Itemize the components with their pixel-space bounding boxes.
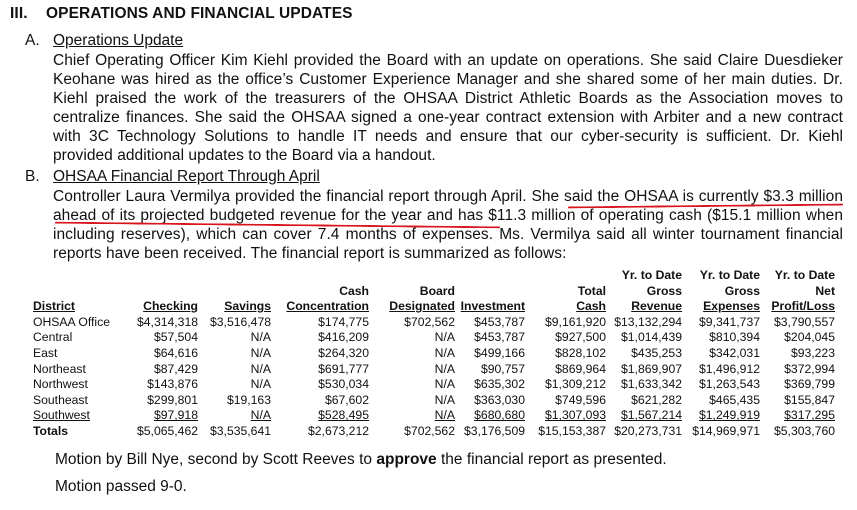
cell-savings: N/A <box>250 330 271 345</box>
motion-before: Motion by Bill Nye, second by Scott Reeves to <box>55 451 377 468</box>
cell-profit: $3,790,557 <box>774 314 835 329</box>
cell-cash: $67,602 <box>324 392 369 407</box>
cell-board: N/A <box>434 330 455 345</box>
cell-district: Southeast <box>33 392 88 407</box>
ops-body: Chief Operating Officer Kim Kiehl provided the Board with an update on operations. She said Claire Duesdieker Keohane was hired as the office’s Customer Experience Manager and she shared some of her main duties. Dr. Kiehl praised the work of the treasurers of the OHSAA District Athletic Boards as the Association moves to centralize finances. She said the OHSAA signed a one-year contract extension with Arbiter and a new contract with 3C Technology Solutions to handle IT needs and ensure that our cyber-security is sufficient. Dr. Kiehl provided additional updates to the Board via a handout. <box>53 52 843 164</box>
header-expenses-1: Yr. to Date <box>699 268 760 282</box>
cell-cash: $174,775 <box>318 314 369 329</box>
table-row <box>33 330 835 346</box>
totals-cash: $2,673,212 <box>308 423 369 438</box>
header-total-bottom: Cash <box>576 299 606 314</box>
cell-total: $1,307,093 <box>545 408 606 423</box>
cell-total: $828,102 <box>555 345 606 360</box>
totals-revenue: $20,273,731 <box>614 423 682 438</box>
cell-board: $702,562 <box>404 314 455 329</box>
cell-expenses: $1,263,543 <box>699 377 760 392</box>
cell-investment: $90,757 <box>480 361 525 376</box>
motion-result: Motion passed 9-0. <box>55 478 187 495</box>
cell-checking: $97,918 <box>153 408 198 423</box>
cell-expenses: $9,341,737 <box>699 314 760 329</box>
header-checking: Checking <box>143 299 198 314</box>
cell-district: OHSAA Office <box>33 314 110 329</box>
totals-row <box>33 424 835 440</box>
cell-checking: $4,314,318 <box>137 314 198 329</box>
cell-district: Central <box>33 330 73 345</box>
header-cash-top: Cash <box>339 283 369 298</box>
cell-board: N/A <box>434 377 455 392</box>
totals-profit: $5,303,760 <box>774 423 835 438</box>
cell-expenses: $1,496,912 <box>699 361 760 376</box>
totals-total: $15,153,387 <box>538 423 606 438</box>
cell-investment: $453,787 <box>474 330 525 345</box>
cell-total: $869,964 <box>555 361 606 376</box>
totals-label: Totals <box>33 423 68 438</box>
cell-revenue: $1,869,907 <box>621 361 682 376</box>
cell-profit: $155,847 <box>784 392 835 407</box>
cell-profit: $93,223 <box>790 345 835 360</box>
cell-savings: $19,163 <box>226 392 271 407</box>
header-profit-3: Profit/Loss <box>771 299 835 314</box>
cell-checking: $57,504 <box>153 330 198 345</box>
header-expenses-3: Expenses <box>703 299 760 314</box>
header-total-top: Total <box>577 283 606 298</box>
cell-cash: $416,209 <box>318 330 369 345</box>
cell-savings: $3,516,478 <box>210 314 271 329</box>
section-heading <box>10 5 353 23</box>
cell-savings: N/A <box>250 361 271 376</box>
cell-revenue: $435,253 <box>631 345 682 360</box>
header-savings: Savings <box>224 299 271 314</box>
totals-expenses: $14,969,971 <box>692 423 760 438</box>
cell-checking: $299,801 <box>147 392 198 407</box>
table-row <box>33 362 835 378</box>
header-board-top: Board <box>419 283 455 298</box>
cell-investment: $453,787 <box>474 314 525 329</box>
cell-total: $749,596 <box>555 392 606 407</box>
cell-expenses: $342,031 <box>709 345 760 360</box>
cell-investment: $680,680 <box>474 408 525 423</box>
cell-total: $927,500 <box>555 330 606 345</box>
section-title: OPERATIONS AND FINANCIAL UPDATES <box>46 5 353 22</box>
motion-text <box>55 451 667 469</box>
fin-heading <box>25 168 320 186</box>
cell-expenses: $465,435 <box>709 392 760 407</box>
ops-heading <box>25 32 183 50</box>
financial-table <box>33 268 835 440</box>
cell-expenses: $810,394 <box>709 330 760 345</box>
cell-profit: $317,295 <box>784 408 835 423</box>
header-profit-2: Net <box>815 283 835 298</box>
header-revenue-2: Gross <box>646 283 682 298</box>
cell-revenue: $621,282 <box>631 392 682 407</box>
header-profit-1: Yr. to Date <box>774 268 835 282</box>
table-row <box>33 393 835 409</box>
cell-cash: $528,495 <box>318 408 369 423</box>
header-board-bottom: Designated <box>389 299 455 314</box>
cell-investment: $363,030 <box>474 392 525 407</box>
cell-savings: N/A <box>250 377 271 392</box>
cell-checking: $87,429 <box>153 361 198 376</box>
fin-title: OHSAA Financial Report Through April <box>53 168 320 185</box>
cell-profit: $369,799 <box>784 377 835 392</box>
cell-cash: $264,320 <box>318 345 369 360</box>
header-row-3 <box>33 299 835 315</box>
totals-board: $702,562 <box>404 423 455 438</box>
header-row-1 <box>33 268 835 284</box>
header-investment: Investment <box>460 299 525 314</box>
ops-letter: A. <box>25 32 40 49</box>
cell-investment: $635,302 <box>474 377 525 392</box>
cell-board: N/A <box>434 408 455 423</box>
motion-bold: approve <box>376 451 437 468</box>
table-row <box>33 346 835 362</box>
motion-after: the financial report as presented. <box>436 451 667 468</box>
fin-letter: B. <box>25 168 40 185</box>
cell-board: N/A <box>434 361 455 376</box>
header-cash-bottom: Concentration <box>286 299 369 314</box>
table-row <box>33 408 835 424</box>
totals-investment: $3,176,509 <box>464 423 525 438</box>
table-row <box>33 315 835 331</box>
header-revenue-1: Yr. to Date <box>621 268 682 282</box>
cell-district: Northwest <box>33 377 88 392</box>
ops-title: Operations Update <box>53 32 184 49</box>
totals-checking: $5,065,462 <box>137 423 198 438</box>
header-district: District <box>33 299 75 314</box>
totals-savings: $3,535,641 <box>210 423 271 438</box>
table-row <box>33 377 835 393</box>
cell-cash: $691,777 <box>318 361 369 376</box>
cell-savings: N/A <box>250 408 271 423</box>
cell-board: N/A <box>434 392 455 407</box>
cell-district: Southwest <box>33 408 90 423</box>
cell-total: $1,309,212 <box>545 377 606 392</box>
cell-profit: $372,994 <box>784 361 835 376</box>
fin-body-before: Controller Laura Vermilya provided the financial report through April. <box>53 188 532 205</box>
fin-body-highlight: She said the OHSAA is currently $3.3 million ahead of its projected budgeted revenue for the year <box>53 188 843 224</box>
header-expenses-2: Gross <box>724 283 760 298</box>
fin-body-after: and has $11.3 million of operating cash ($15.1 million when including reserves), which can cover 7.4 months of expenses. Ms. Vermilya said all winter tournament financial reports have been received. The financial report is summarized as follows: <box>53 207 843 262</box>
cell-total: $9,161,920 <box>545 314 606 329</box>
cell-checking: $64,616 <box>153 345 198 360</box>
section-number: III. <box>10 5 28 22</box>
cell-revenue: $1,567,214 <box>621 408 682 423</box>
cell-expenses: $1,249,919 <box>699 408 760 423</box>
cell-investment: $499,166 <box>474 345 525 360</box>
cell-district: East <box>33 345 58 360</box>
cell-revenue: $13,132,294 <box>614 314 682 329</box>
cell-revenue: $1,014,439 <box>621 330 682 345</box>
cell-cash: $530,034 <box>318 377 369 392</box>
header-revenue-3: Revenue <box>631 299 682 314</box>
cell-district: Northeast <box>33 361 86 376</box>
cell-checking: $143,876 <box>147 377 198 392</box>
header-row-2 <box>33 284 835 300</box>
cell-profit: $204,045 <box>784 330 835 345</box>
cell-board: N/A <box>434 345 455 360</box>
cell-savings: N/A <box>250 345 271 360</box>
cell-revenue: $1,633,342 <box>621 377 682 392</box>
